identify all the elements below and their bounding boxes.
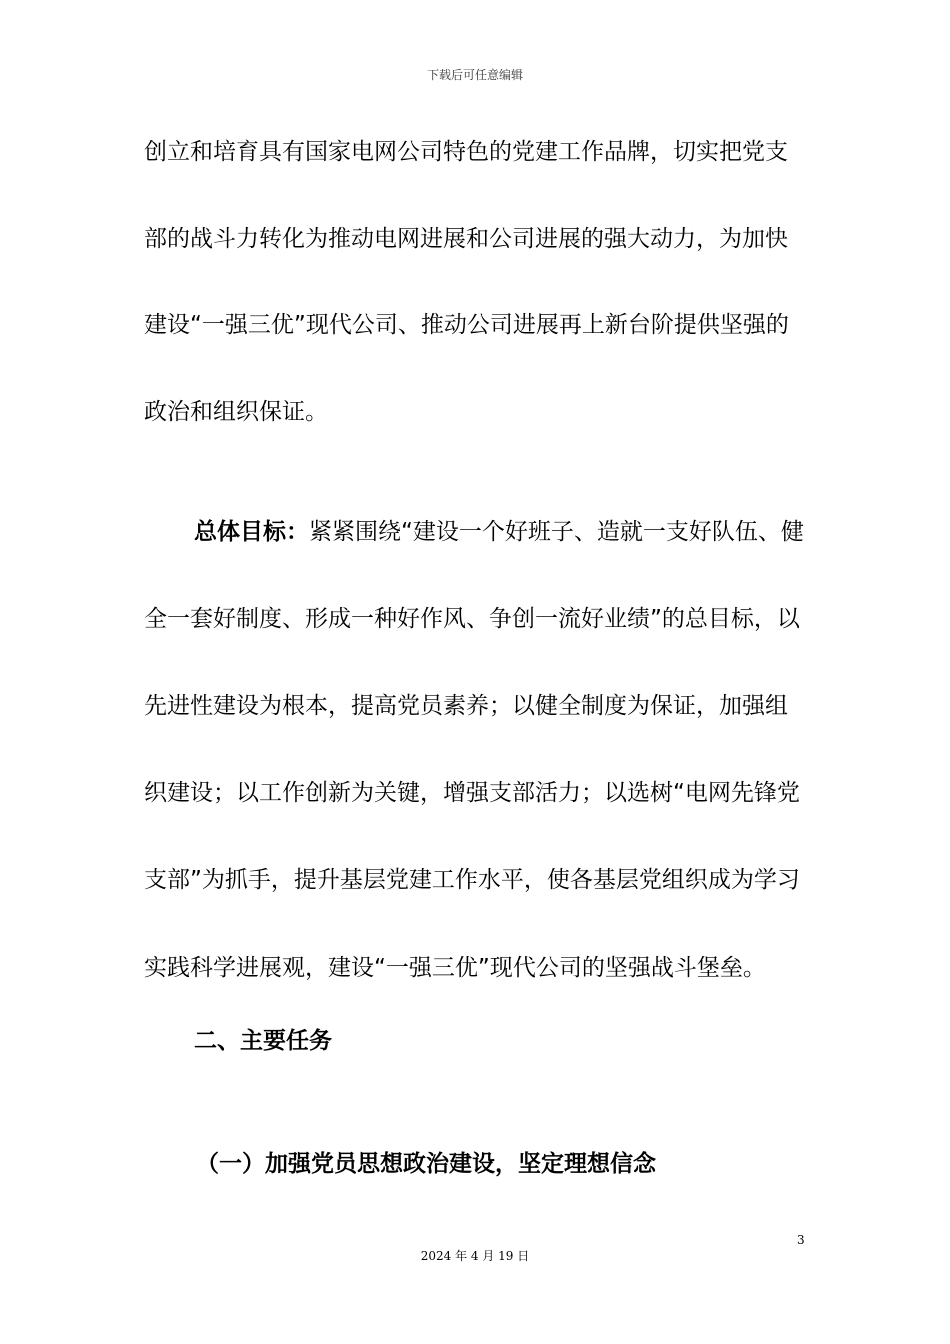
overall-goal-label: 总体目标：: [194, 519, 309, 545]
text-line: 实践科学进展观，建设“一强三优”现代公司的坚强战斗堡垒。: [144, 955, 766, 981]
text-line: 先进性建设为根本，提高党员素养；以健全制度为保证，加强组: [144, 693, 788, 719]
page-number: 3: [797, 1233, 805, 1247]
footer-date: 2024 年 4 月 19 日: [420, 1249, 530, 1263]
overall-goal-text: 紧紧围绕“建设一个好班子、造就一支好队伍、健: [309, 519, 804, 545]
text-line: 创立和培育具有国家电网公司特色的党建工作品牌，切实把党支: [144, 139, 788, 165]
text-line: [194, 517, 804, 547]
text-line: 织建设；以工作创新为关键，增强支部活力；以选树“电网先锋党: [144, 780, 800, 806]
subsection-heading: （一）加强党员思想政治建设，坚定理想信念: [196, 1151, 656, 1177]
header-note: 下载后可任意编辑: [426, 68, 523, 82]
section-heading: 二、主要任务: [194, 1028, 332, 1054]
text-line: 部的战斗力转化为推动电网进展和公司进展的强大动力，为加快: [144, 226, 788, 252]
text-line: 全一套好制度、形成一种好作风、争创一流好业绩”的总目标，以: [144, 606, 800, 632]
text-line: 政治和组织保证。: [144, 399, 328, 425]
text-line: 建设“一强三优”现代公司、推动公司进展再上新台阶提供坚强的: [144, 312, 789, 338]
text-line: 支部”为抓手，提升基层党建工作水平，使各基层党组织成为学习: [144, 867, 800, 893]
